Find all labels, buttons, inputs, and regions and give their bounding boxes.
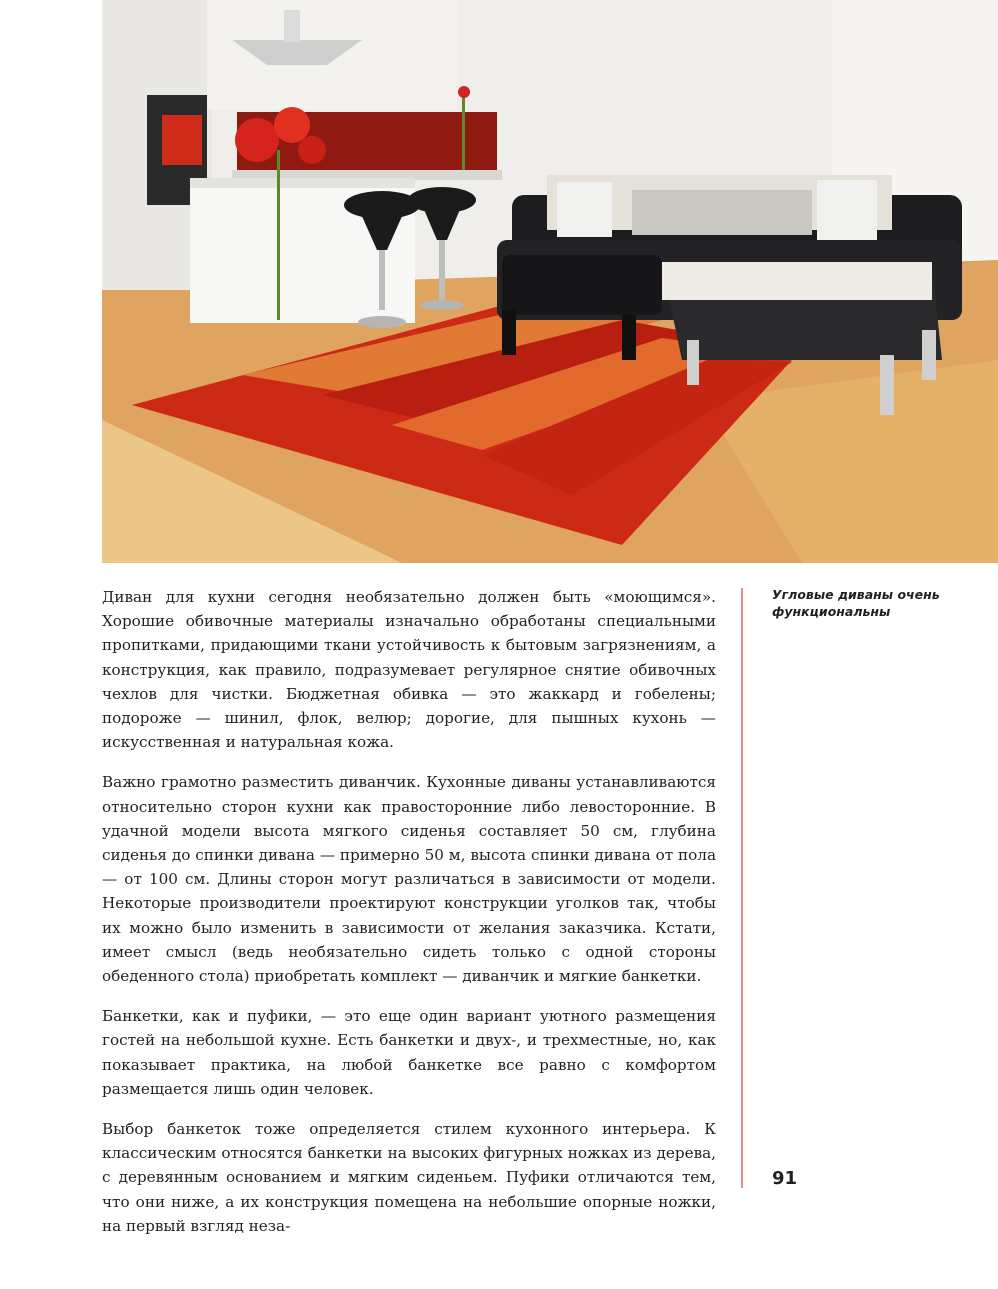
paragraph-4: Выбор банкеток тоже определяется стилем кухонного интерьера. К классическим относятся банкетки на высоких фигурных ножках из дерева, с деревянным основанием и мягким сиденьем. Пуфики отличаются тем, что они ниже, а их конструкция помещена на небольшие опорные ножки, на первый взгляд неза- <box>102 1120 716 1235</box>
paragraph-1: Диван для кухни сегодня необязательно должен быть «моющимся». Хорошие обивочные материалы изначально обработаны специальными пропитками, придающими ткани устойчивость к бытовым загрязнениям, а конструкция, как правило, подразумевает регулярное снятие обивочных чехлов для чистки. Бюджетная обивка — это жаккард и гобелены; подороже — шинил, флок, велюр; дорогие, для пышных кухонь — искусственная и натуральная кожа. <box>102 588 716 752</box>
vertical-divider <box>741 588 743 1188</box>
interior-photo <box>102 0 998 563</box>
paragraph-2: Важно грамотно разместить диванчик. Кухонные диваны устанавливаются относительно сторон кухни как правосторонние либо левосторонние. В удачной модели высота мягкого сиденья составляет 50 см, глубина сиденья до спинки дивана — примерно 50 м, высота спинки дивана от пола — от 100 см. Длины сторон могут различаться в зависимости от модели. Некоторые производители проектируют конструкции уголков так, чтобы их можно было изменить в зависимости от желания заказчика. Кстати, имеет смысл (ведь необязательно сидеть только с одной стороны обеденного стола) приобретать комплект — диванчик и мягкие банкетки. <box>102 773 716 986</box>
interior-illustration <box>102 0 998 563</box>
photo-caption: Угловые диваны очень функциональны <box>772 587 940 619</box>
paragraph-3: Банкетки, как и пуфики, — это еще один вариант уютного размещения гостей на небольшой кухне. Есть банкетки и двух-, и трехместные, но, как показывает практика, на любой банкетке все равно с комфортом размещается лишь один человек. <box>102 1007 716 1098</box>
article-body <box>102 585 716 1254</box>
page-number: 91 <box>772 1168 798 1189</box>
